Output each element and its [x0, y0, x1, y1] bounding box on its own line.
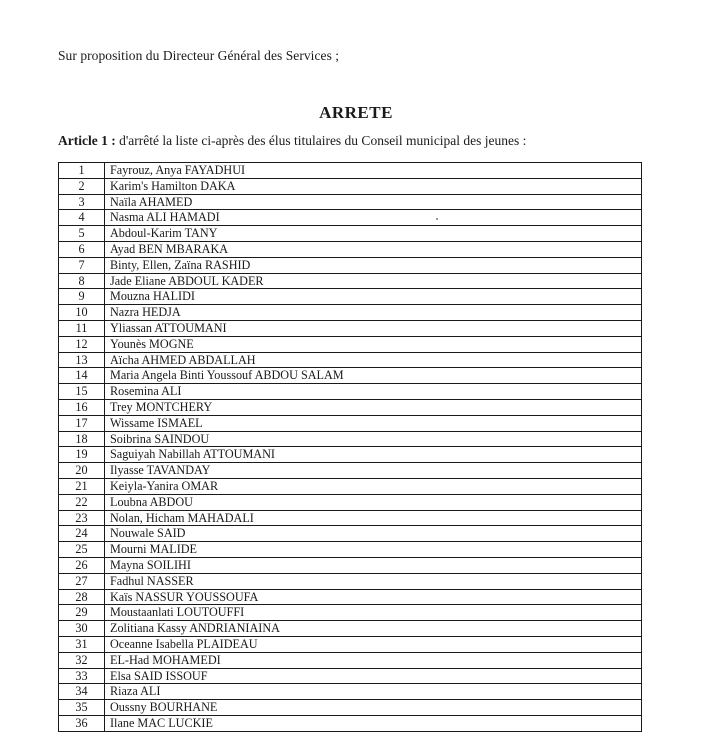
member-row [59, 399, 642, 415]
member-row [59, 352, 642, 368]
member-row [59, 415, 642, 431]
member-number: 35 [59, 700, 105, 716]
member-row [59, 589, 642, 605]
member-number: 31 [59, 636, 105, 652]
scan-speck [436, 218, 438, 220]
member-name: EL-Had MOHAMEDI [105, 652, 642, 668]
member-number: 29 [59, 605, 105, 621]
member-name: Rosemina ALI [105, 384, 642, 400]
member-row [59, 621, 642, 637]
member-number: 8 [59, 273, 105, 289]
member-row [59, 210, 642, 226]
member-row [59, 668, 642, 684]
member-number: 5 [59, 226, 105, 242]
member-row [59, 478, 642, 494]
member-row [59, 557, 642, 573]
member-name: Fayrouz, Anya FAYADHUI [105, 163, 642, 179]
member-row [59, 573, 642, 589]
member-name: Soibrina SAINDOU [105, 431, 642, 447]
member-number: 13 [59, 352, 105, 368]
member-number: 15 [59, 384, 105, 400]
member-name: Riaza ALI [105, 684, 642, 700]
member-row [59, 510, 642, 526]
member-name: Mouzna HALIDI [105, 289, 642, 305]
member-name: Nasma ALI HAMADI [105, 210, 642, 226]
member-row [59, 447, 642, 463]
member-number: 3 [59, 194, 105, 210]
member-number: 26 [59, 557, 105, 573]
member-number: 20 [59, 463, 105, 479]
member-name: Elsa SAID ISSOUF [105, 668, 642, 684]
member-row [59, 257, 642, 273]
member-number: 23 [59, 510, 105, 526]
member-name: Keiyla-Yanira OMAR [105, 478, 642, 494]
member-number: 12 [59, 336, 105, 352]
member-row [59, 178, 642, 194]
article-1-line [58, 133, 526, 149]
member-number: 7 [59, 257, 105, 273]
member-row [59, 241, 642, 257]
member-row [59, 336, 642, 352]
intro-line: Sur proposition du Directeur Général des Services ; [58, 48, 340, 63]
member-number: 1 [59, 163, 105, 179]
member-row [59, 715, 642, 731]
member-name: Ayad BEN MBARAKA [105, 241, 642, 257]
member-number: 21 [59, 478, 105, 494]
members-table-body [59, 163, 642, 732]
member-row [59, 542, 642, 558]
member-number: 16 [59, 399, 105, 415]
member-name: Mayna SOILIHI [105, 557, 642, 573]
member-name: Zolitiana Kassy ANDRIANIAINA [105, 621, 642, 637]
member-row [59, 463, 642, 479]
members-table [58, 162, 642, 732]
member-name: Loubna ABDOU [105, 494, 642, 510]
member-number: 10 [59, 305, 105, 321]
member-name: Nolan, Hicham MAHADALI [105, 510, 642, 526]
member-name: Moustaanlati LOUTOUFFI [105, 605, 642, 621]
member-number: 28 [59, 589, 105, 605]
member-row [59, 636, 642, 652]
member-name: Ilane MAC LUCKIE [105, 715, 642, 731]
member-number: 33 [59, 668, 105, 684]
decree-heading: ARRETE [319, 103, 393, 122]
member-number: 18 [59, 431, 105, 447]
member-row [59, 289, 642, 305]
member-name: Trey MONTCHERY [105, 399, 642, 415]
member-name: Ilyasse TAVANDAY [105, 463, 642, 479]
member-name: Binty, Ellen, Zaïna RASHID [105, 257, 642, 273]
member-name: Kaïs NASSUR YOUSSOUFA [105, 589, 642, 605]
member-number: 14 [59, 368, 105, 384]
member-row [59, 700, 642, 716]
member-number: 22 [59, 494, 105, 510]
member-name: Maria Angela Binti Youssouf ABDOU SALAM [105, 368, 642, 384]
member-row [59, 368, 642, 384]
member-number: 2 [59, 178, 105, 194]
member-number: 4 [59, 210, 105, 226]
member-name: Younès MOGNE [105, 336, 642, 352]
member-number: 24 [59, 526, 105, 542]
member-name: Karim's Hamilton DAKA [105, 178, 642, 194]
member-number: 9 [59, 289, 105, 305]
member-name: Jade Eliane ABDOUL KADER [105, 273, 642, 289]
member-row [59, 384, 642, 400]
member-row [59, 431, 642, 447]
member-number: 6 [59, 241, 105, 257]
member-row [59, 226, 642, 242]
member-row [59, 273, 642, 289]
member-name: Abdoul-Karim TANY [105, 226, 642, 242]
member-row [59, 194, 642, 210]
member-name: Yliassan ATTOUMANI [105, 320, 642, 336]
member-number: 17 [59, 415, 105, 431]
member-name: Saguiyah Nabillah ATTOUMANI [105, 447, 642, 463]
member-row [59, 494, 642, 510]
member-number: 36 [59, 715, 105, 731]
member-name: Oussny BOURHANE [105, 700, 642, 716]
member-row [59, 652, 642, 668]
member-name: Oceanne Isabella PLAIDEAU [105, 636, 642, 652]
member-number: 11 [59, 320, 105, 336]
article-text: d'arrêté la liste ci-après des élus titulaires du Conseil municipal des jeunes : [115, 133, 527, 148]
member-name: Nazra HEDJA [105, 305, 642, 321]
member-row [59, 684, 642, 700]
member-number: 19 [59, 447, 105, 463]
member-number: 27 [59, 573, 105, 589]
member-number: 25 [59, 542, 105, 558]
member-name: Nouwale SAID [105, 526, 642, 542]
member-number: 34 [59, 684, 105, 700]
member-row [59, 163, 642, 179]
member-name: Aïcha AHMED ABDALLAH [105, 352, 642, 368]
member-number: 30 [59, 621, 105, 637]
member-name: Wissame ISMAEL [105, 415, 642, 431]
member-row [59, 320, 642, 336]
member-row [59, 605, 642, 621]
article-label: Article 1 : [58, 133, 116, 148]
member-number: 32 [59, 652, 105, 668]
member-name: Mourni MALIDE [105, 542, 642, 558]
member-name: Naïla AHAMED [105, 194, 642, 210]
member-name: Fadhul NASSER [105, 573, 642, 589]
member-row [59, 526, 642, 542]
member-row [59, 305, 642, 321]
